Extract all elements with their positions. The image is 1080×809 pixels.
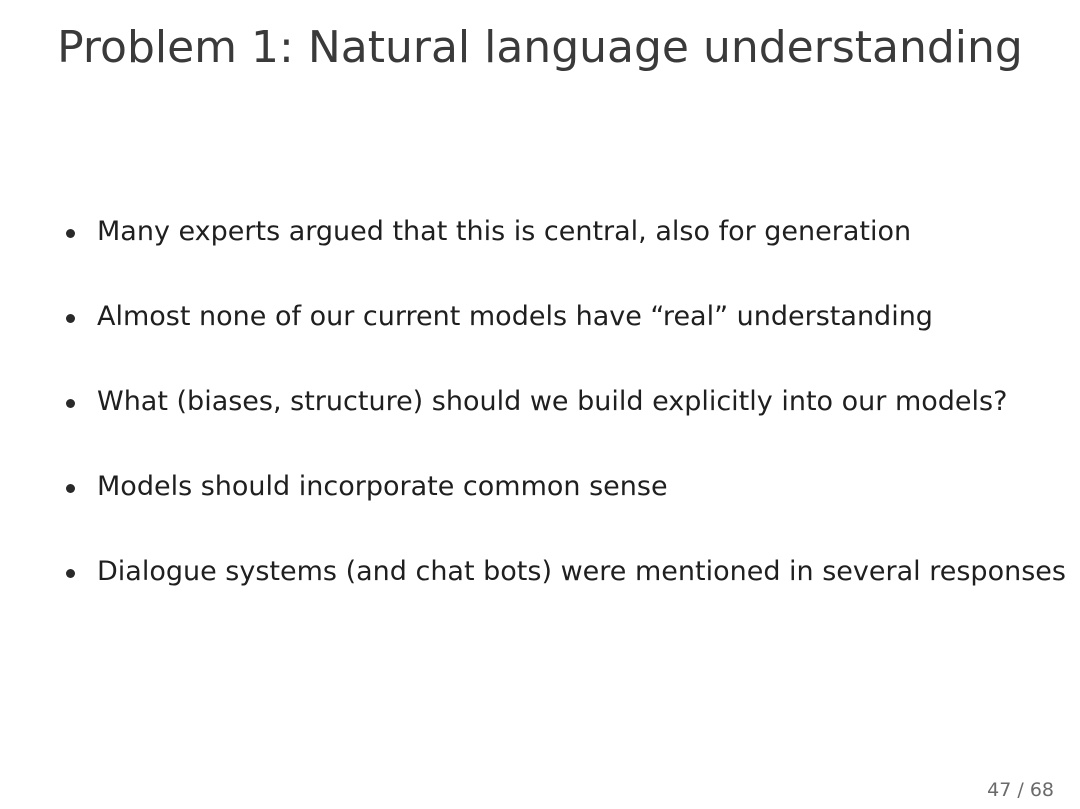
bullet-icon [66, 229, 75, 238]
list-item [66, 297, 1066, 382]
list-item [66, 382, 1066, 467]
bullet-icon [66, 399, 75, 408]
list-item [66, 467, 1066, 552]
bullet-text: Dialogue systems (and chat bots) were mentioned in several responses [97, 556, 1066, 587]
page-number: 47 / 68 [987, 779, 1054, 801]
bullet-text: Many experts argued that this is central, also for generation [97, 216, 912, 247]
bullet-icon [66, 314, 75, 323]
list-item [66, 212, 1066, 297]
bullet-text: What (biases, structure) should we build explicitly into our models? [97, 386, 1008, 417]
bullet-icon [66, 484, 75, 493]
slide-title: Problem 1: Natural language understanding [57, 22, 1023, 73]
bullet-text: Almost none of our current models have “real” understanding [97, 301, 933, 332]
bullet-text: Models should incorporate common sense [97, 471, 668, 502]
bullet-list [66, 212, 1066, 637]
list-item [66, 552, 1066, 637]
bullet-icon [66, 569, 75, 578]
